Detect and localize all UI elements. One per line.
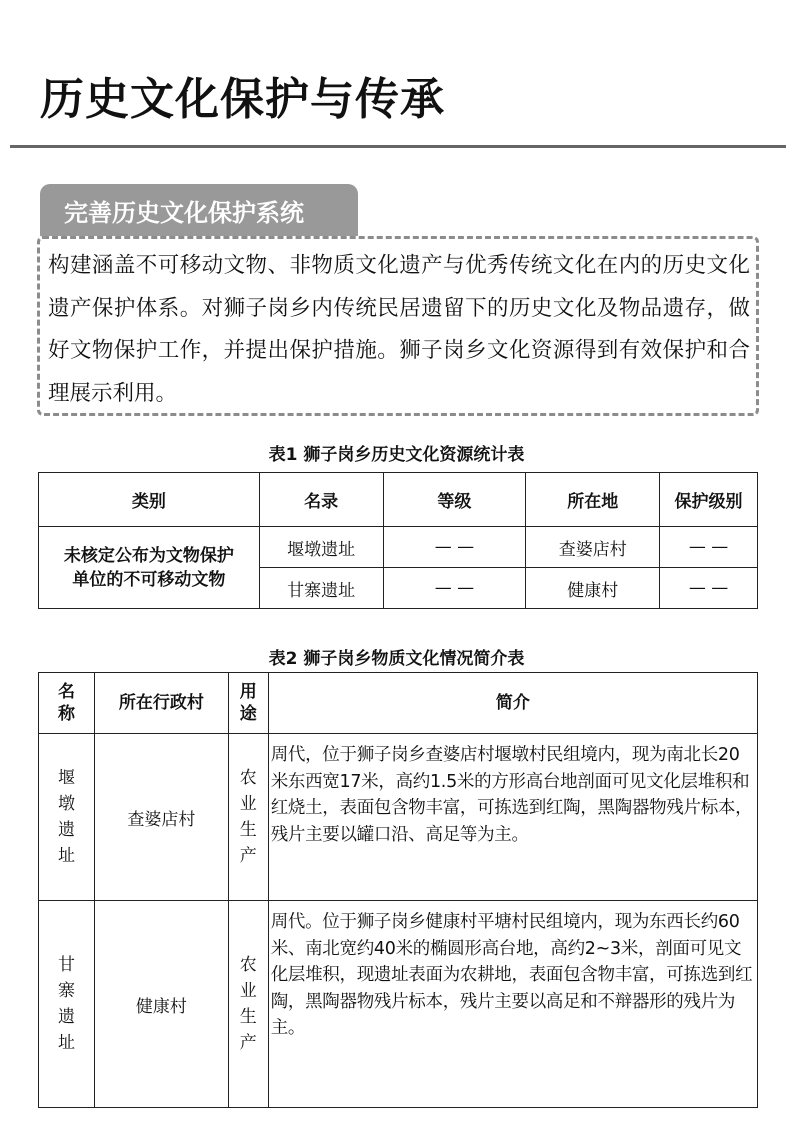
title-divider [10,145,786,148]
table2-header-name: 名 称 [39,673,95,734]
table2-cell-name: 堰 墩 遗 址 [39,734,95,901]
table-row [39,527,758,568]
table1-category-line1: 未核定公布为文物保护 [63,545,234,566]
table2-cell-use: 农 业 生 产 [228,734,268,901]
table1-cell-grade: — — [383,568,526,609]
table1-cell-level: — — [660,568,758,609]
table-row [39,734,758,901]
table2-header-row [39,673,758,734]
table1-header-location: 所在地 [526,473,660,527]
table1-category-line2: 单位的不可移动文物 [72,569,226,590]
table2-material-culture [38,672,758,1108]
table2-cell-use: 农 业 生 产 [228,901,268,1108]
table1-header-protection-level: 保护级别 [660,473,758,527]
table1-header-grade: 等级 [383,473,526,527]
table1-category-cell [39,527,260,609]
section-body: 构建涵盖不可移动文物、非物质文化遗产与优秀传统文化在内的历史文化遗产保护体系。对狮子岗乡内传统民居遗留下的历史文化及物品遗存，做好文物保护工作，并提出保护措施。狮子岗乡文化资源得到有效保护和合理展示利用。 [37,236,759,416]
table2-caption: 表2 狮子岗乡物质文化情况简介表 [268,649,525,669]
table1-cell-location: 健康村 [526,568,660,609]
table2-cell-name: 甘 寨 遗 址 [39,901,95,1108]
table1-caption: 表1 狮子岗乡历史文化资源统计表 [268,445,525,465]
table1-cell-level: — — [660,527,758,568]
table2-cell-village: 查婆店村 [94,734,228,901]
table2-header-intro: 简介 [268,673,757,734]
table1-resource-stats [38,472,758,609]
table1-cell-name: 堰墩遗址 [259,527,383,568]
table1-header-row [39,473,758,527]
section-heading: 完善历史文化保护系统 [40,184,358,236]
table2-header-village: 所在行政村 [94,673,228,734]
table1-cell-name: 甘寨遗址 [259,568,383,609]
page-title: 历史文化保护与传承 [40,74,445,125]
table2-header-use: 用 途 [228,673,268,734]
table1-header-category: 类别 [39,473,260,527]
table1-header-name: 名录 [259,473,383,527]
table1-cell-location: 查婆店村 [526,527,660,568]
table2-cell-intro: 周代，位于狮子岗乡查婆店村堰墩村民组境内，现为南北长20米东西宽17米，高约1.5米的方形高台地剖面可见文化层堆积和红烧土，表面包含物丰富，可拣选到红陶，黑陶器物残片标本，残片主要以罐口沿、高足等为主。 [268,734,757,901]
table2-cell-intro: 周代。位于狮子岗乡健康村平塘村民组境内，现为东西长约60米、南北宽约40米的椭圆形高台地，高约2~3米，剖面可见文化层堆积，现遗址表面为农耕地，表面包含物丰富，可拣选到红陶，黑陶器物残片标本，残片主要以高足和不辩器形的残片为主。 [268,901,757,1108]
table-row [39,901,758,1108]
table2-cell-village: 健康村 [94,901,228,1108]
table1-cell-grade: — — [383,527,526,568]
